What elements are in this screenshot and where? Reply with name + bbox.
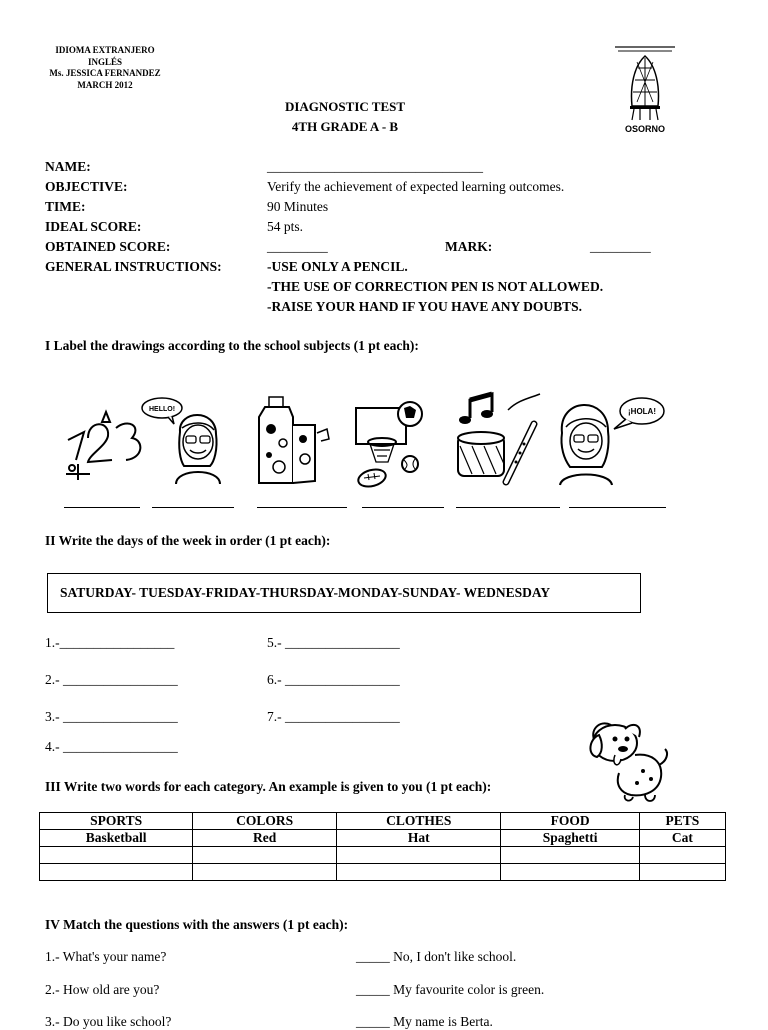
header-colors: COLORS <box>193 813 337 830</box>
answer-cell[interactable] <box>501 847 639 864</box>
answer-cell[interactable] <box>40 864 193 881</box>
obtained-score-label: OBTAINED SCORE: <box>45 239 171 254</box>
example-colors: Red <box>193 830 337 847</box>
header-info <box>40 45 170 91</box>
girl-hello-icon <box>138 392 228 484</box>
obtained-score-blank[interactable]: _________ <box>267 239 328 254</box>
bubble-hola-text: ¡HOLA! <box>628 407 656 416</box>
instruction-1: -USE ONLY A PENCIL. <box>267 259 408 274</box>
time-label: TIME: <box>45 199 86 214</box>
question-3: 3.- Do you like school? <box>45 1014 172 1029</box>
time-value: 90 Minutes <box>267 199 329 214</box>
header-line-teacher: Ms. JESSICA FERNANDEZ <box>49 68 161 78</box>
day-line-2[interactable]: 2.- _________________ <box>45 672 178 687</box>
instruction-3: -RAISE YOUR HAND IF YOU HAVE ANY DOUBTS. <box>267 299 583 314</box>
name-label: NAME: <box>45 159 91 174</box>
header-line-date: MARCH 2012 <box>77 79 133 90</box>
example-food: Spaghetti <box>501 830 639 847</box>
header-sports: SPORTS <box>40 813 193 830</box>
science-bottle-icon <box>255 395 335 485</box>
example-sports: Basketball <box>40 830 193 847</box>
table-example-row <box>40 830 726 847</box>
title-line-1: DIAGNOSTIC TEST <box>284 99 406 114</box>
question-2: 2.- How old are you? <box>45 982 160 997</box>
section-1-title: I Label the drawings according to the school subjects (1 pt each): <box>45 338 419 353</box>
table-row <box>40 847 726 864</box>
objective-label: OBJECTIVE: <box>45 179 128 194</box>
answer-3[interactable]: _____ My name is Berta. <box>356 1014 493 1029</box>
header-line-language: INGLÉS <box>87 56 122 67</box>
day-line-6[interactable]: 6.- _________________ <box>267 672 400 687</box>
section-2-title: II Write the days of the week in order (1 pt each): <box>45 533 331 548</box>
answer-2[interactable]: _____ My favourite color is green. <box>356 982 545 997</box>
answer-cell[interactable] <box>337 864 501 881</box>
answer-cell[interactable] <box>337 847 501 864</box>
instructions-label: GENERAL INSTRUCTIONS: <box>45 259 222 274</box>
day-line-4[interactable]: 4.- _________________ <box>45 739 178 754</box>
day-line-1[interactable]: 1.-_________________ <box>45 635 175 650</box>
answer-cell[interactable] <box>501 864 639 881</box>
title-line-2: 4TH GRADE A - B <box>291 119 399 134</box>
label-blank-5[interactable] <box>456 507 560 508</box>
objective-value: Verify the achievement of expected learning outcomes. <box>267 179 565 194</box>
section-3-title: III Write two words for each category. An example is given to you (1 pt each): <box>45 779 492 794</box>
mark-blank[interactable]: _________ <box>590 239 651 254</box>
mark-label: MARK: <box>445 239 493 254</box>
answer-cell[interactable] <box>193 847 337 864</box>
ideal-score-label: IDEAL SCORE: <box>45 219 142 234</box>
example-pets: Cat <box>639 830 725 847</box>
table-row <box>40 864 726 881</box>
label-blank-6[interactable] <box>569 507 666 508</box>
answer-cell[interactable] <box>639 847 725 864</box>
school-logo-icon <box>610 44 680 136</box>
day-line-7[interactable]: 7.- _________________ <box>267 709 400 724</box>
example-clothes: Hat <box>337 830 501 847</box>
header-clothes: CLOTHES <box>337 813 501 830</box>
dog-icon <box>585 715 671 805</box>
bubble-hello-text: HELLO! <box>148 406 176 413</box>
girl-hola-icon <box>552 385 667 485</box>
table-header-row <box>40 813 726 830</box>
days-box: SATURDAY- TUESDAY-FRIDAY-THURSDAY-MONDAY-SUNDAY- WEDNESDAY <box>47 573 641 613</box>
day-line-5[interactable]: 5.- _________________ <box>267 635 400 650</box>
music-icon <box>450 390 545 485</box>
ideal-score-value: 54 pts. <box>267 219 304 234</box>
category-table <box>39 812 726 881</box>
instruction-2: -THE USE OF CORRECTION PEN IS NOT ALLOWED. <box>267 279 604 294</box>
label-blank-2[interactable] <box>152 507 234 508</box>
question-1: 1.- What's your name? <box>45 949 167 964</box>
logo-caption: OSORNO <box>624 124 666 134</box>
answer-1[interactable]: _____ No, I don't like school. <box>356 949 517 964</box>
header-pets: PETS <box>639 813 725 830</box>
label-blank-1[interactable] <box>64 507 140 508</box>
sports-icon <box>352 400 432 490</box>
answer-cell[interactable] <box>639 864 725 881</box>
header-food: FOOD <box>501 813 639 830</box>
label-blank-4[interactable] <box>362 507 444 508</box>
name-blank[interactable]: ________________________________ <box>267 159 483 174</box>
answer-cell[interactable] <box>193 864 337 881</box>
header-line-subject: IDIOMA EXTRANJERO <box>55 45 155 55</box>
section-4-title: IV Match the questions with the answers (1 pt each): <box>45 917 349 932</box>
answer-cell[interactable] <box>40 847 193 864</box>
day-line-3[interactable]: 3.- _________________ <box>45 709 178 724</box>
page-title <box>235 97 455 137</box>
label-blank-3[interactable] <box>257 507 347 508</box>
